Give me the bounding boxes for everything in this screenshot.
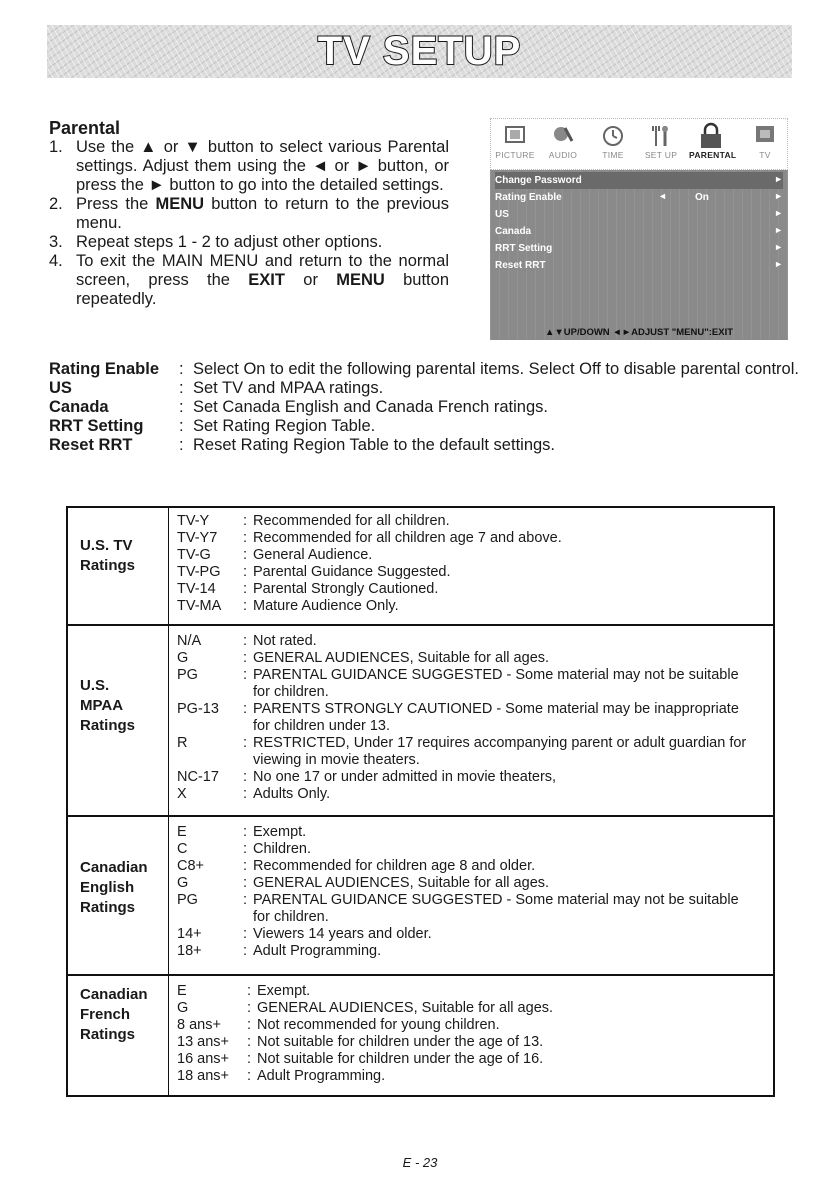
table-row: TV-G : General Audience. bbox=[177, 547, 373, 563]
table-row: 8 ans+ : Not recommended for young children. bbox=[177, 1017, 500, 1033]
step-3: 3. Repeat steps 1 - 2 to adjust other options. bbox=[49, 233, 383, 251]
table-row: E : Exempt. bbox=[177, 983, 311, 999]
table-row: 16 ans+ : Not suitable for children under the age of 16. bbox=[177, 1051, 544, 1067]
table-row: TV-14 : Parental Strongly Cautioned. bbox=[177, 581, 439, 597]
table-row: PG : PARENTAL GUIDANCE SUGGESTED - Some material may not be suitable for children. bbox=[177, 892, 739, 925]
table-row: 18 ans+ : Adult Programming. bbox=[177, 1068, 386, 1084]
canadian-french-ratings-list bbox=[177, 983, 757, 1085]
table-row: C : Children. bbox=[177, 841, 312, 857]
table-row: E : Exempt. bbox=[177, 824, 307, 840]
table-row: NC-17 : No one 17 or under admitted in movie theaters, bbox=[177, 769, 557, 785]
tab-picture[interactable]: PICTURE bbox=[493, 121, 537, 160]
table-row: TV-PG : Parental Guidance Suggested. bbox=[177, 564, 451, 580]
category-canadian-french: Canadian French Ratings bbox=[80, 986, 148, 1043]
menu-item-canada[interactable]: Canada ► bbox=[495, 225, 783, 237]
table-row: R : RESTRICTED, Under 17 requires accompanying parent or adult guardian for viewing in movie theaters. bbox=[177, 735, 747, 768]
setting-definitions bbox=[49, 360, 799, 455]
definition-rrt-setting: RRT Setting : Set Rating Region Table. bbox=[49, 417, 376, 435]
arrow-left-icon: ◄ bbox=[658, 191, 667, 201]
table-row: TV-MA : Mature Audience Only. bbox=[177, 598, 399, 614]
picture-icon bbox=[502, 121, 528, 149]
menu-navigation-hint: ▲▼UP/DOWN ◄►ADJUST "MENU":EXIT bbox=[544, 327, 734, 338]
tv-icon bbox=[752, 121, 778, 149]
us-mpaa-ratings-list bbox=[177, 633, 757, 803]
arrow-right-icon: ► bbox=[774, 259, 783, 269]
rating-enable-value: On bbox=[695, 192, 709, 203]
canadian-english-ratings-list bbox=[177, 824, 757, 960]
table-row: PG-13 : PARENTS STRONGLY CAUTIONED - Some material may be inappropriate for children under 13. bbox=[177, 701, 739, 734]
tab-tv[interactable]: TV bbox=[743, 121, 787, 160]
tab-audio[interactable]: AUDIO bbox=[541, 121, 585, 160]
tab-parental[interactable]: PARENTAL bbox=[689, 121, 733, 160]
table-row: G : GENERAL AUDIENCES, Suitable for all ages. bbox=[177, 650, 550, 666]
clock-icon bbox=[600, 121, 626, 149]
arrow-right-icon: ► bbox=[774, 225, 783, 235]
tab-time[interactable]: TIME bbox=[591, 121, 635, 160]
arrow-right-icon: ► bbox=[774, 208, 783, 218]
instruction-steps bbox=[49, 138, 449, 309]
page-number: E - 23 bbox=[402, 1155, 438, 1170]
step-1: 1. Use the ▲ or ▼ button to select various Parental settings. Adjust them using the ◄ or ► button, or press the ► button to go into the detailed settings. bbox=[49, 138, 449, 194]
arrow-right-icon: ► bbox=[774, 174, 783, 184]
parental-menu-panel bbox=[490, 170, 788, 340]
lock-icon bbox=[696, 121, 726, 149]
table-row: 18+ : Adult Programming. bbox=[177, 943, 382, 959]
table-row: X : Adults Only. bbox=[177, 786, 331, 802]
definition-us: US : Set TV and MPAA ratings. bbox=[49, 379, 384, 397]
menu-item-change-password[interactable]: Change Password ► bbox=[495, 172, 783, 189]
table-row: PG : PARENTAL GUIDANCE SUGGESTED - Some material may not be suitable for children. bbox=[177, 667, 739, 700]
menu-key-label: MENU bbox=[155, 195, 205, 213]
arrow-right-icon: ► bbox=[774, 191, 783, 201]
ratings-table bbox=[66, 506, 775, 1097]
category-us-tv: U.S. TV Ratings bbox=[80, 537, 136, 574]
table-row: G : GENERAL AUDIENCES, Suitable for all ages. bbox=[177, 875, 550, 891]
table-row: TV-Y7 : Recommended for all children age 7 and above. bbox=[177, 530, 562, 546]
menu-item-reset-rrt[interactable]: Reset RRT ► bbox=[495, 259, 783, 271]
menu-tab-bar bbox=[490, 118, 788, 170]
section-title: Parental bbox=[49, 118, 121, 138]
table-row: 13 ans+ : Not suitable for children under the age of 13. bbox=[177, 1034, 544, 1050]
page-title: TV SETUP bbox=[317, 29, 522, 73]
menu-item-rrt-setting[interactable]: RRT Setting ► bbox=[495, 242, 783, 254]
exit-key-label: EXIT bbox=[248, 271, 285, 289]
title-banner bbox=[47, 25, 792, 78]
arrow-right-icon: ► bbox=[774, 242, 783, 252]
definition-reset-rrt: Reset RRT : Reset Rating Region Table to the default settings. bbox=[49, 436, 556, 454]
table-row: N/A : Not rated. bbox=[177, 633, 317, 649]
category-us-mpaa: U.S. MPAA Ratings bbox=[80, 677, 136, 734]
setup-tools-icon bbox=[648, 121, 674, 149]
menu-item-rating-enable[interactable]: Rating Enable ◄ On ► bbox=[495, 191, 783, 203]
category-canadian-english: Canadian English Ratings bbox=[80, 859, 148, 916]
table-row: TV-Y : Recommended for all children. bbox=[177, 513, 450, 529]
menu-item-us[interactable]: US ► bbox=[495, 208, 783, 220]
tab-setup[interactable]: SET UP bbox=[639, 121, 683, 160]
definition-canada: Canada : Set Canada English and Canada French ratings. bbox=[49, 398, 548, 416]
parental-menu-screenshot bbox=[490, 118, 788, 340]
step-2: 2. Press the MENU button to return to the previous menu. bbox=[49, 195, 449, 232]
table-row: G : GENERAL AUDIENCES, Suitable for all ages. bbox=[177, 1000, 554, 1016]
table-row: C8+ : Recommended for children age 8 and older. bbox=[177, 858, 536, 874]
step-4: 4. To exit the MAIN MENU and return to the normal screen, press the EXIT or MENU button repeatedly. bbox=[49, 252, 449, 308]
table-row: 14+ : Viewers 14 years and older. bbox=[177, 926, 432, 942]
audio-icon bbox=[550, 121, 576, 149]
us-tv-ratings-list bbox=[177, 513, 757, 615]
step-1-text: Use the ▲ or ▼ button to select various Parental settings. Adjust them using the ◄ or ► button, or press the ► button to go into the detailed settings. bbox=[76, 138, 449, 194]
definition-rating-enable: Rating Enable : Select On to edit the following parental items. Select Off to disable parental control. bbox=[49, 360, 799, 378]
